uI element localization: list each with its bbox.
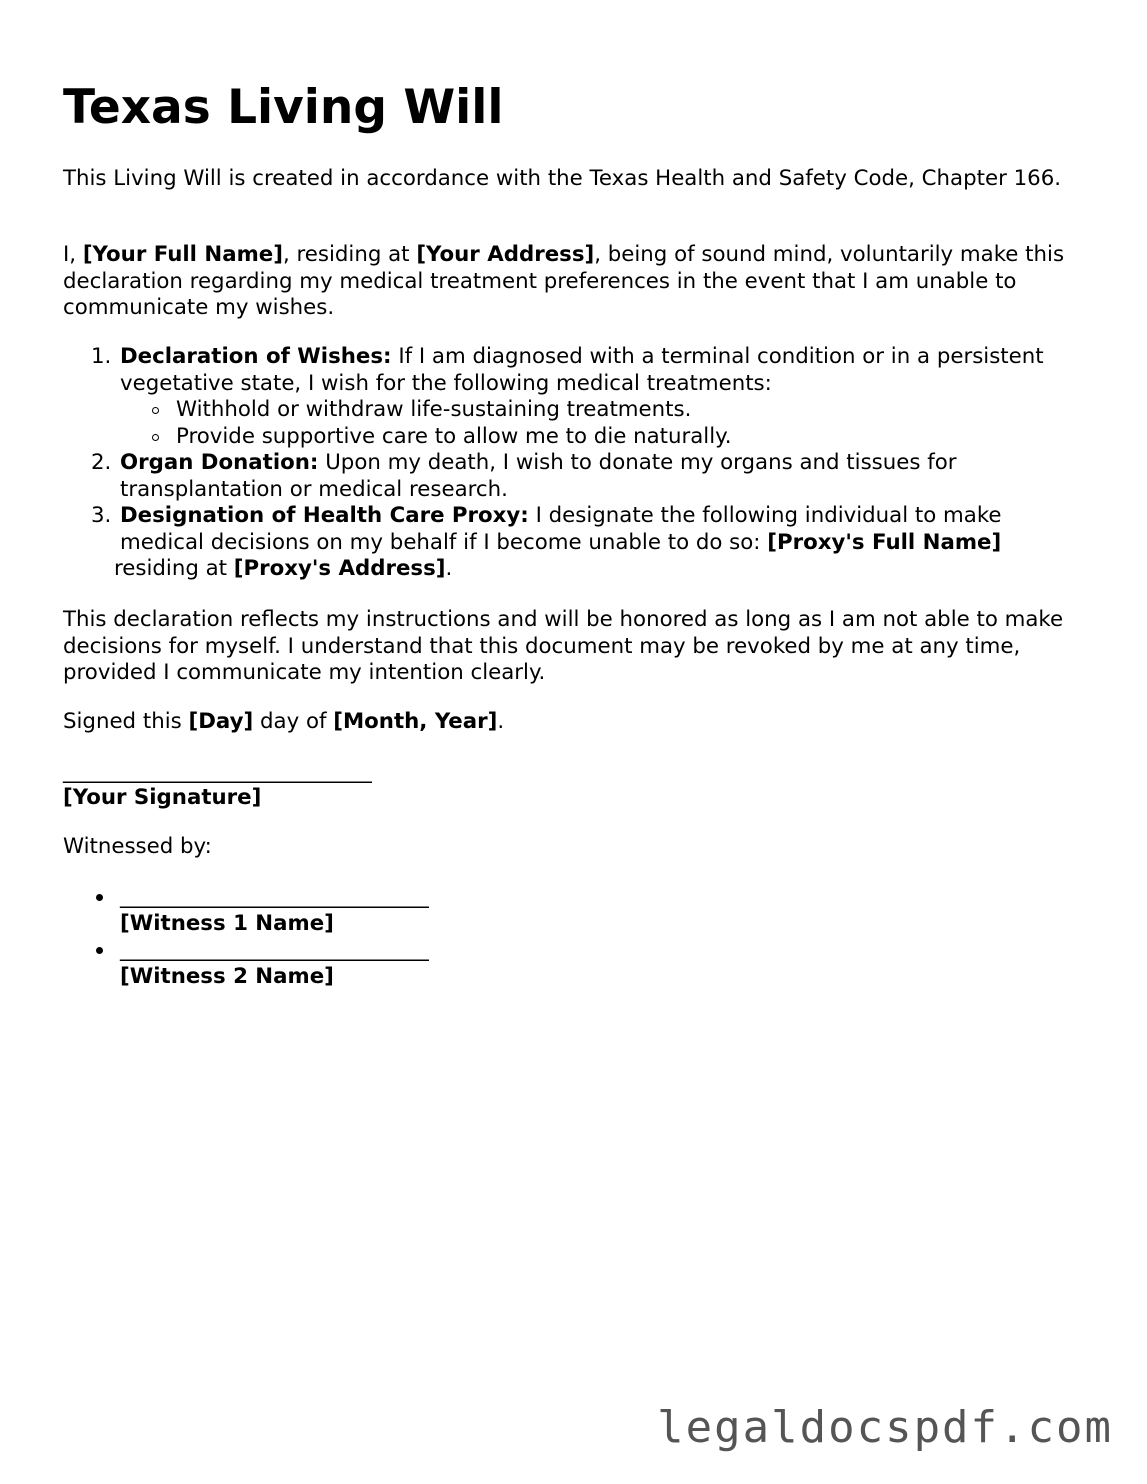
item-heading: Declaration of Wishes: [120,344,392,369]
declaration-suffix: , being of sound mind, voluntarily make this declaration regarding my medical treatment preferences in the event that I am unable to communicate my wishes. [63,242,1065,320]
list-number: 2. [91,450,112,475]
list-item [63,450,1083,503]
bullet-icon [96,947,103,954]
signed-mid: day of [253,709,334,734]
circle-bullet-icon [152,434,159,441]
signed-prefix: Signed this [63,709,189,734]
witness-signature-line: _____________________________ [120,937,429,962]
witness-name: [Witness 2 Name] [120,964,334,989]
numbered-list [63,344,1083,583]
declaration-mid: , residing at [282,242,417,267]
circle-bullet-icon [152,407,159,414]
list-item [63,503,1083,583]
watermark: legaldocspdf.com [657,1402,1113,1453]
proxy-name-placeholder: [Proxy's Full Name] [767,529,1002,555]
proxy-address-placeholder: [Proxy's Address] [233,556,446,581]
list-item [63,344,1083,397]
sub-item-text: Provide supportive care to allow me to die naturally. [176,423,732,449]
signature-label: [Your Signature] [63,785,262,810]
signed-line [63,709,1083,736]
sub-list-item [63,397,1083,424]
intro-paragraph: This Living Will is created in accordance with the Texas Health and Safety Code, Chapter 166. [63,166,1062,191]
sub-item-text: Withhold or withdraw life-sustaining treatments. [176,397,692,422]
witnessed-by-label: Witnessed by: [63,834,212,859]
declaration-prefix: I, [63,242,83,267]
bullet-icon [96,894,103,901]
list-number: 1. [91,344,112,369]
declaration-paragraph [63,242,1083,322]
address-placeholder: [Your Address] [416,242,595,267]
day-placeholder: [Day] [188,709,254,734]
witness-name: [Witness 1 Name] [120,911,334,936]
item-text: I designate the following individual to make medical decisions on my behalf if I become unable to do so: [120,503,1002,555]
item-text: If I am diagnosed with a terminal condition or in a persistent vegetative state, I wish for the following medical treatments: [120,344,1044,396]
item-text: Upon my death, I wish to donate my organs and tissues for transplantation or medical research. [120,450,957,502]
full-name-placeholder: [Your Full Name] [82,242,283,267]
signature-line: _____________________________ [63,759,372,784]
month-year-placeholder: [Month, Year] [333,709,498,734]
signed-suffix: . [497,709,505,734]
item-heading: Organ Donation: [120,450,319,475]
item-text: . [445,556,453,581]
item-heading: Designation of Health Care Proxy: [120,503,529,528]
sub-list-item [63,424,1083,451]
item-text: residing at [114,556,234,581]
list-number: 3. [91,503,112,528]
witness-signature-line: _____________________________ [120,884,429,909]
closing-paragraph: This declaration reflects my instructions and will be honored as long as I am not able to make decisions for myself. I understand that this document may be revoked by me at any time, provided I communicate my intention clearly. [63,607,1064,685]
page-title: Texas Living Will [63,80,504,135]
